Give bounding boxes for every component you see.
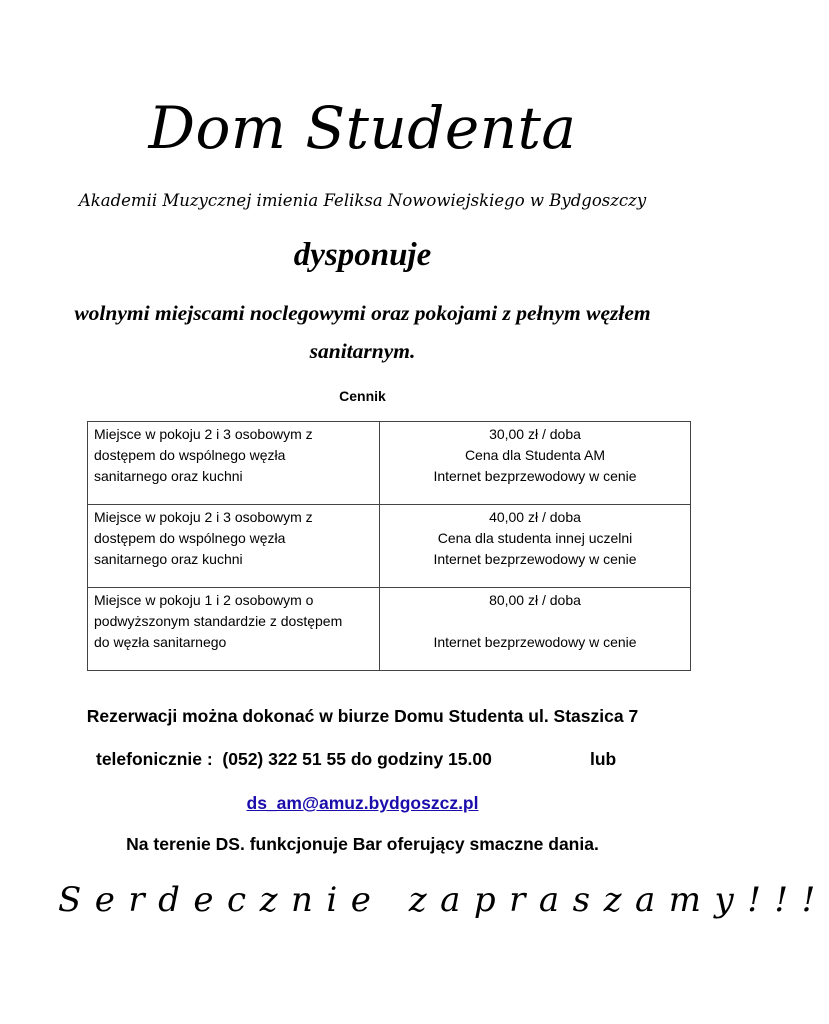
pricelist-heading: Cennik (339, 388, 386, 404)
desc-line: sanitarnego oraz kuchni (94, 468, 243, 484)
email-link[interactable]: ds_am@amuz.bydgoszcz.pl (246, 793, 479, 813)
desc-line: Miejsce w pokoju 2 i 3 osobowym z (94, 509, 313, 525)
price-line: Cena dla Studenta AM (464, 447, 606, 463)
room-price (380, 505, 691, 588)
price-line (386, 611, 684, 632)
desc-line: dostępem do wspólnego węzła (94, 447, 286, 463)
or-text: lub (590, 749, 617, 769)
academy-subtitle: Akademii Muzycznej imienia Feliksa Nowowiejskiego w Bydgoszczy (78, 191, 647, 210)
room-description (88, 422, 380, 505)
room-price (380, 422, 691, 505)
price-line: 30,00 zł / doba (489, 426, 581, 442)
price-line: Cena dla studenta innej uczelni (437, 530, 633, 546)
table-row (88, 505, 691, 588)
desc-line: podwyższonym standardzie z dostępem (94, 613, 343, 629)
desc-line: Miejsce w pokoju 1 i 2 osobowym o (94, 592, 314, 608)
room-price (380, 588, 691, 671)
price-line: Internet bezprzewodowy w cenie (433, 468, 637, 484)
offer-text (40, 294, 685, 370)
room-description (88, 588, 380, 671)
table-row (88, 422, 691, 505)
price-line: Internet bezprzewodowy w cenie (433, 551, 637, 567)
bar-info: Na terenie DS. funkcjonuje Bar oferujący smaczne dania. (126, 834, 599, 854)
reservation-text: Rezerwacji można dokonać w biurze Domu Studenta ul. Staszica 7 (86, 706, 639, 726)
phone-line (96, 746, 656, 772)
verb-heading: dysponuje (293, 237, 432, 273)
phone-text: telefonicznie : (052) 322 51 55 do godziny 15.00 (96, 749, 492, 769)
page-title: Dom Studenta (148, 94, 577, 162)
desc-line: sanitarnego oraz kuchni (94, 551, 243, 567)
room-description (88, 505, 380, 588)
desc-line: Miejsce w pokoju 2 i 3 osobowym z (94, 426, 313, 442)
desc-line: do węzła sanitarnego (94, 634, 227, 650)
price-line: Internet bezprzewodowy w cenie (433, 634, 637, 650)
offer-line-2: sanitarnym. (309, 339, 416, 363)
price-table (87, 421, 691, 671)
price-line: 80,00 zł / doba (489, 592, 581, 608)
offer-line-1: wolnymi miejscami noclegowymi oraz pokojami z pełnym węzłem (74, 301, 651, 325)
desc-line: dostępem do wspólnego węzła (94, 530, 286, 546)
price-line: 40,00 zł / doba (489, 509, 581, 525)
invitation-text: Serdecznie zapraszamy!!! (58, 880, 829, 920)
table-row (88, 588, 691, 671)
